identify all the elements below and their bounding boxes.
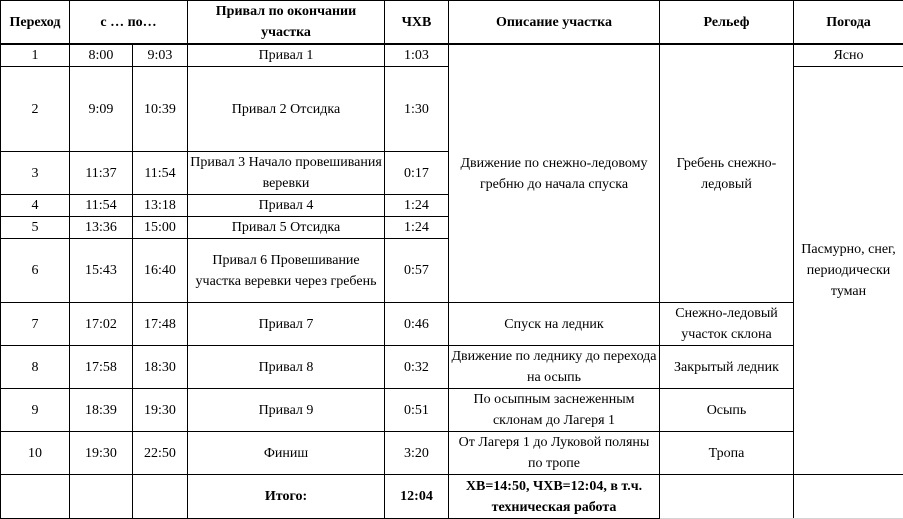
cell-rest[interactable]: Привал 3 Начало провешивания веревки — [188, 152, 385, 195]
table-row — [1, 389, 903, 432]
header-chv[interactable]: ЧХВ — [385, 1, 449, 45]
cell-description-ridge[interactable]: Движение по снежно-ледовому гребню до начала спуска — [449, 44, 660, 303]
header-relief[interactable]: Рельеф — [660, 1, 794, 45]
cell-chv[interactable]: 0:46 — [385, 303, 449, 346]
cell-rest[interactable]: Привал 4 — [188, 195, 385, 217]
cell-from[interactable]: 17:02 — [70, 303, 133, 346]
cell-from[interactable]: 18:39 — [70, 389, 133, 432]
cell-relief-scree[interactable]: Осыпь — [660, 389, 794, 432]
cell-rest[interactable]: Привал 5 Отсидка — [188, 217, 385, 239]
cell-from[interactable]: 9:09 — [70, 67, 133, 152]
cell-to[interactable]: 22:50 — [133, 432, 188, 475]
cell-chv[interactable]: 1:30 — [385, 67, 449, 152]
cell-transition[interactable]: 6 — [1, 239, 70, 303]
cell-to[interactable]: 17:48 — [133, 303, 188, 346]
cell-chv[interactable]: 0:57 — [385, 239, 449, 303]
cell-to[interactable]: 15:00 — [133, 217, 188, 239]
cell-weather-overcast[interactable]: Пасмурно, снег, периодически туман — [794, 67, 903, 475]
cell-to[interactable]: 11:54 — [133, 152, 188, 195]
cell-empty[interactable] — [133, 475, 188, 519]
table-row — [1, 44, 903, 67]
cell-transition[interactable]: 9 — [1, 389, 70, 432]
cell-rest[interactable]: Привал 1 — [188, 44, 385, 67]
cell-relief-closed-glacier[interactable]: Закрытый ледник — [660, 346, 794, 389]
total-chv[interactable]: 12:04 — [385, 475, 449, 519]
total-row — [1, 475, 903, 519]
cell-chv[interactable]: 0:32 — [385, 346, 449, 389]
cell-description-descent[interactable]: Спуск на ледник — [449, 303, 660, 346]
cell-rest[interactable]: Привал 8 — [188, 346, 385, 389]
cell-to[interactable]: 9:03 — [133, 44, 188, 67]
total-label[interactable]: Итого: — [188, 475, 385, 519]
cell-relief-slope[interactable]: Снежно-ледовый участок склона — [660, 303, 794, 346]
table-row — [1, 432, 903, 475]
cell-chv[interactable]: 0:51 — [385, 389, 449, 432]
table-row — [1, 346, 903, 389]
cell-empty[interactable] — [1, 475, 70, 519]
cell-weather-clear[interactable]: Ясно — [794, 44, 903, 67]
header-description[interactable]: Описание участка — [449, 1, 660, 45]
cell-to[interactable]: 19:30 — [133, 389, 188, 432]
cell-from[interactable]: 15:43 — [70, 239, 133, 303]
cell-to[interactable]: 13:18 — [133, 195, 188, 217]
cell-empty[interactable] — [70, 475, 133, 519]
cell-transition[interactable]: 7 — [1, 303, 70, 346]
cell-chv[interactable]: 3:20 — [385, 432, 449, 475]
cell-description-trail[interactable]: От Лагеря 1 до Луковой поляны по тропе — [449, 432, 660, 475]
cell-chv[interactable]: 1:24 — [385, 195, 449, 217]
cell-transition[interactable]: 1 — [1, 44, 70, 67]
header-weather[interactable]: Погода — [794, 1, 903, 45]
cell-to[interactable]: 18:30 — [133, 346, 188, 389]
total-summary[interactable]: ХВ=14:50, ЧХВ=12:04, в т.ч. техническая работа — [449, 475, 660, 519]
header-row — [1, 1, 903, 45]
cell-empty[interactable] — [660, 475, 794, 519]
cell-from[interactable]: 11:54 — [70, 195, 133, 217]
header-from-to[interactable]: с … по… — [70, 1, 188, 45]
table-row — [1, 303, 903, 346]
cell-relief-ridge[interactable]: Гребень снежно-ледовый — [660, 44, 794, 303]
cell-to[interactable]: 16:40 — [133, 239, 188, 303]
cell-from[interactable]: 13:36 — [70, 217, 133, 239]
cell-from[interactable]: 11:37 — [70, 152, 133, 195]
cell-transition[interactable]: 3 — [1, 152, 70, 195]
cell-to[interactable]: 10:39 — [133, 67, 188, 152]
header-rest-after[interactable]: Привал по окончании участка — [188, 1, 385, 45]
cell-rest[interactable]: Привал 9 — [188, 389, 385, 432]
cell-from[interactable]: 19:30 — [70, 432, 133, 475]
cell-from[interactable]: 17:58 — [70, 346, 133, 389]
cell-description-glacier[interactable]: Движение по леднику до перехода на осыпь — [449, 346, 660, 389]
cell-transition[interactable]: 8 — [1, 346, 70, 389]
cell-transition[interactable]: 4 — [1, 195, 70, 217]
cell-empty[interactable] — [794, 475, 903, 519]
cell-transition[interactable]: 5 — [1, 217, 70, 239]
cell-chv[interactable]: 0:17 — [385, 152, 449, 195]
cell-transition[interactable]: 2 — [1, 67, 70, 152]
cell-rest[interactable]: Финиш — [188, 432, 385, 475]
header-transition[interactable]: Переход — [1, 1, 70, 45]
cell-chv[interactable]: 1:03 — [385, 44, 449, 67]
cell-relief-trail[interactable]: Тропа — [660, 432, 794, 475]
cell-rest[interactable]: Привал 7 — [188, 303, 385, 346]
cell-transition[interactable]: 10 — [1, 432, 70, 475]
cell-rest[interactable]: Привал 6 Провешивание участка веревки через гребень — [188, 239, 385, 303]
cell-description-scree[interactable]: По осыпным заснеженным склонам до Лагеря 1 — [449, 389, 660, 432]
cell-chv[interactable]: 1:24 — [385, 217, 449, 239]
cell-from[interactable]: 8:00 — [70, 44, 133, 67]
cell-rest[interactable]: Привал 2 Отсидка — [188, 67, 385, 152]
